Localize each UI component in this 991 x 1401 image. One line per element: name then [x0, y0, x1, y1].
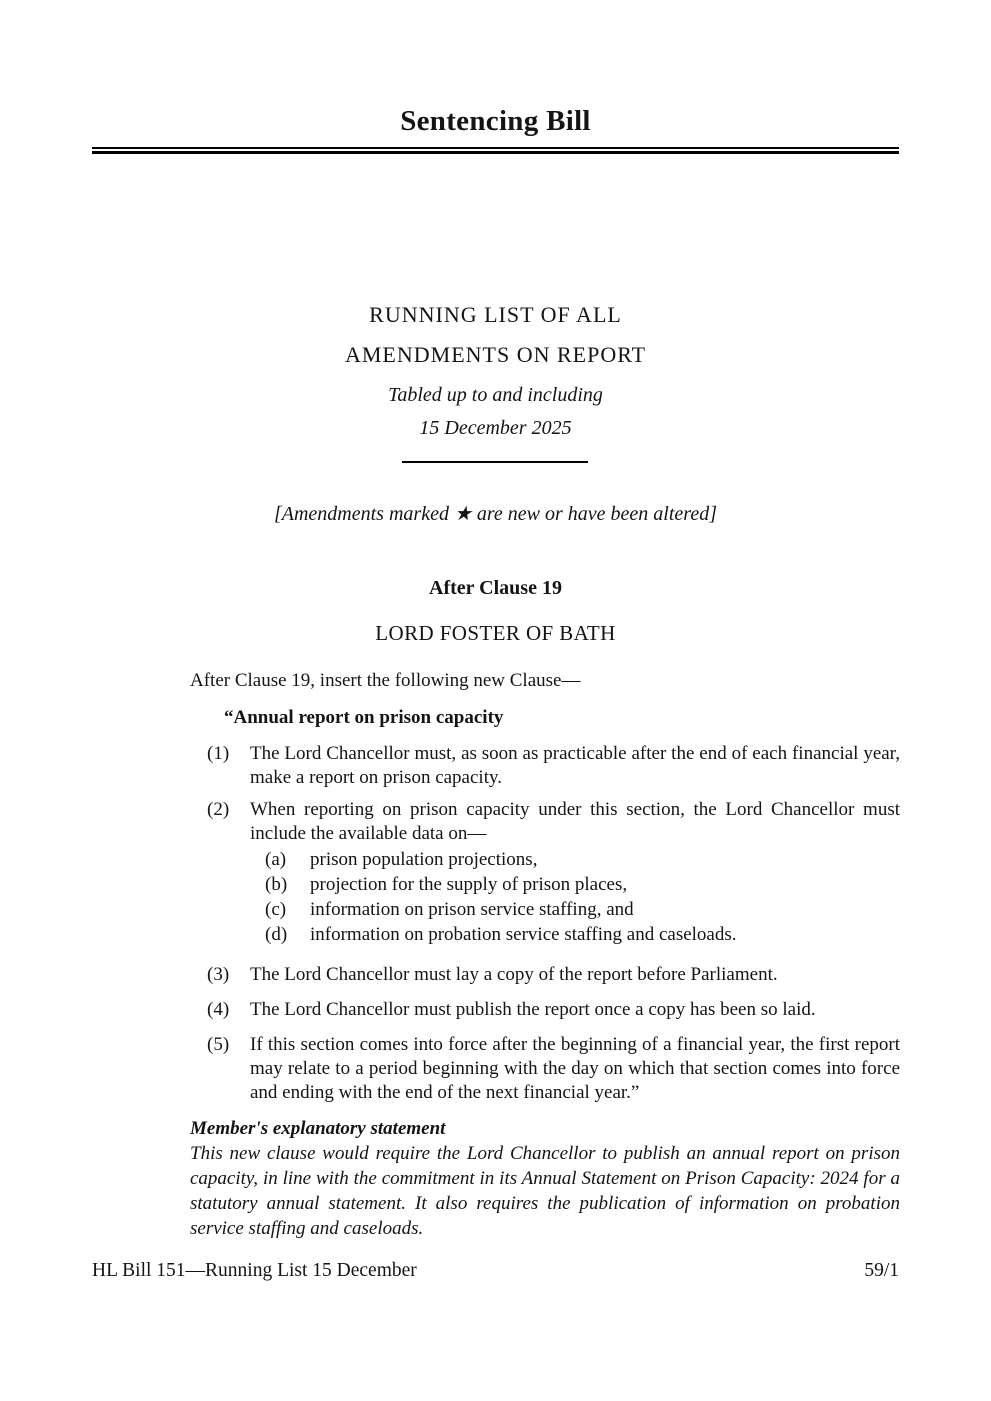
page-footer: [92, 1260, 899, 1282]
subsection-number: (4): [207, 999, 230, 1020]
subsection-number: (3): [207, 964, 230, 985]
place-heading: After Clause 19: [429, 577, 562, 599]
footer-bill-reference: HL Bill 151—Running List 15 December: [92, 1260, 417, 1281]
bill-title: Sentencing Bill: [400, 105, 591, 137]
paragraph-text: information on prison service staffing, and: [310, 899, 634, 920]
running-list-line2: AMENDMENTS ON REPORT: [344, 342, 647, 367]
paragraph-list: [250, 847, 900, 947]
subsection-number: (2): [207, 799, 230, 820]
tabled-up-to-line: Tabled up to and including: [388, 384, 603, 406]
subsection-text: The Lord Chancellor must, as soon as practicable after the end of each financial year, make a report on prison capacity.: [250, 743, 900, 788]
paragraph-text: prison population projections,: [310, 849, 538, 870]
subsection-1: [190, 742, 900, 790]
explanatory-statement-text: This new clause would require the Lord Chancellor to publish an annual report on prison capacity, in line with the commitment in its Annual Statement on Prison Capacity: 2024 for a statutory annual statement. It also requires the publication of information on probation service staffing and caseloads.: [190, 1143, 900, 1239]
new-clause-title: “Annual report on prison capacity: [224, 707, 504, 728]
subsection-number: (5): [207, 1034, 230, 1055]
paragraph-number: (b): [265, 874, 288, 895]
subsection-2: [190, 798, 900, 947]
title-double-rule: [92, 147, 899, 154]
paragraph-d: [250, 922, 900, 947]
subsection-text: When reporting on prison capacity under this section, the Lord Chancellor must include the available data on—: [250, 799, 900, 844]
subsection-number: (1): [207, 743, 230, 764]
amendment-instruction: After Clause 19, insert the following new Clause—: [190, 670, 581, 691]
subsection-text: The Lord Chancellor must lay a copy of the report before Parliament.: [250, 964, 778, 985]
amendment-body: [190, 669, 900, 1241]
paragraph-number: (a): [265, 849, 287, 870]
subsection-3: [190, 963, 900, 987]
paragraph-b: [250, 872, 900, 897]
paragraph-a: [250, 847, 900, 872]
section-divider-rule: [402, 461, 588, 463]
subsection-4: [190, 998, 900, 1022]
paragraph-number: (c): [265, 899, 287, 920]
paragraph-number: (d): [265, 924, 288, 945]
paragraph-text: information on probation service staffing and caseloads.: [310, 924, 737, 945]
subsection-text: If this section comes into force after the beginning of a financial year, the first report may relate to a period beginning with the day on which that section comes into force and ending with the end of the next financial year.”: [250, 1034, 900, 1103]
footer-page-number: 59/1: [864, 1260, 899, 1281]
member-name: LORD FOSTER OF BATH: [375, 621, 616, 645]
paragraph-text: projection for the supply of prison places,: [310, 874, 628, 895]
explanatory-statement-heading: Member's explanatory statement: [190, 1118, 446, 1139]
subsection-5: [190, 1033, 900, 1105]
amendments-marked-note: [Amendments marked ★ are new or have been altered]: [273, 503, 717, 525]
running-list-line1: RUNNING LIST OF ALL: [369, 302, 622, 327]
paragraph-c: [250, 897, 900, 922]
tabled-date-line: 15 December 2025: [419, 417, 572, 439]
subsection-text: The Lord Chancellor must publish the report once a copy has been so laid.: [250, 999, 816, 1020]
